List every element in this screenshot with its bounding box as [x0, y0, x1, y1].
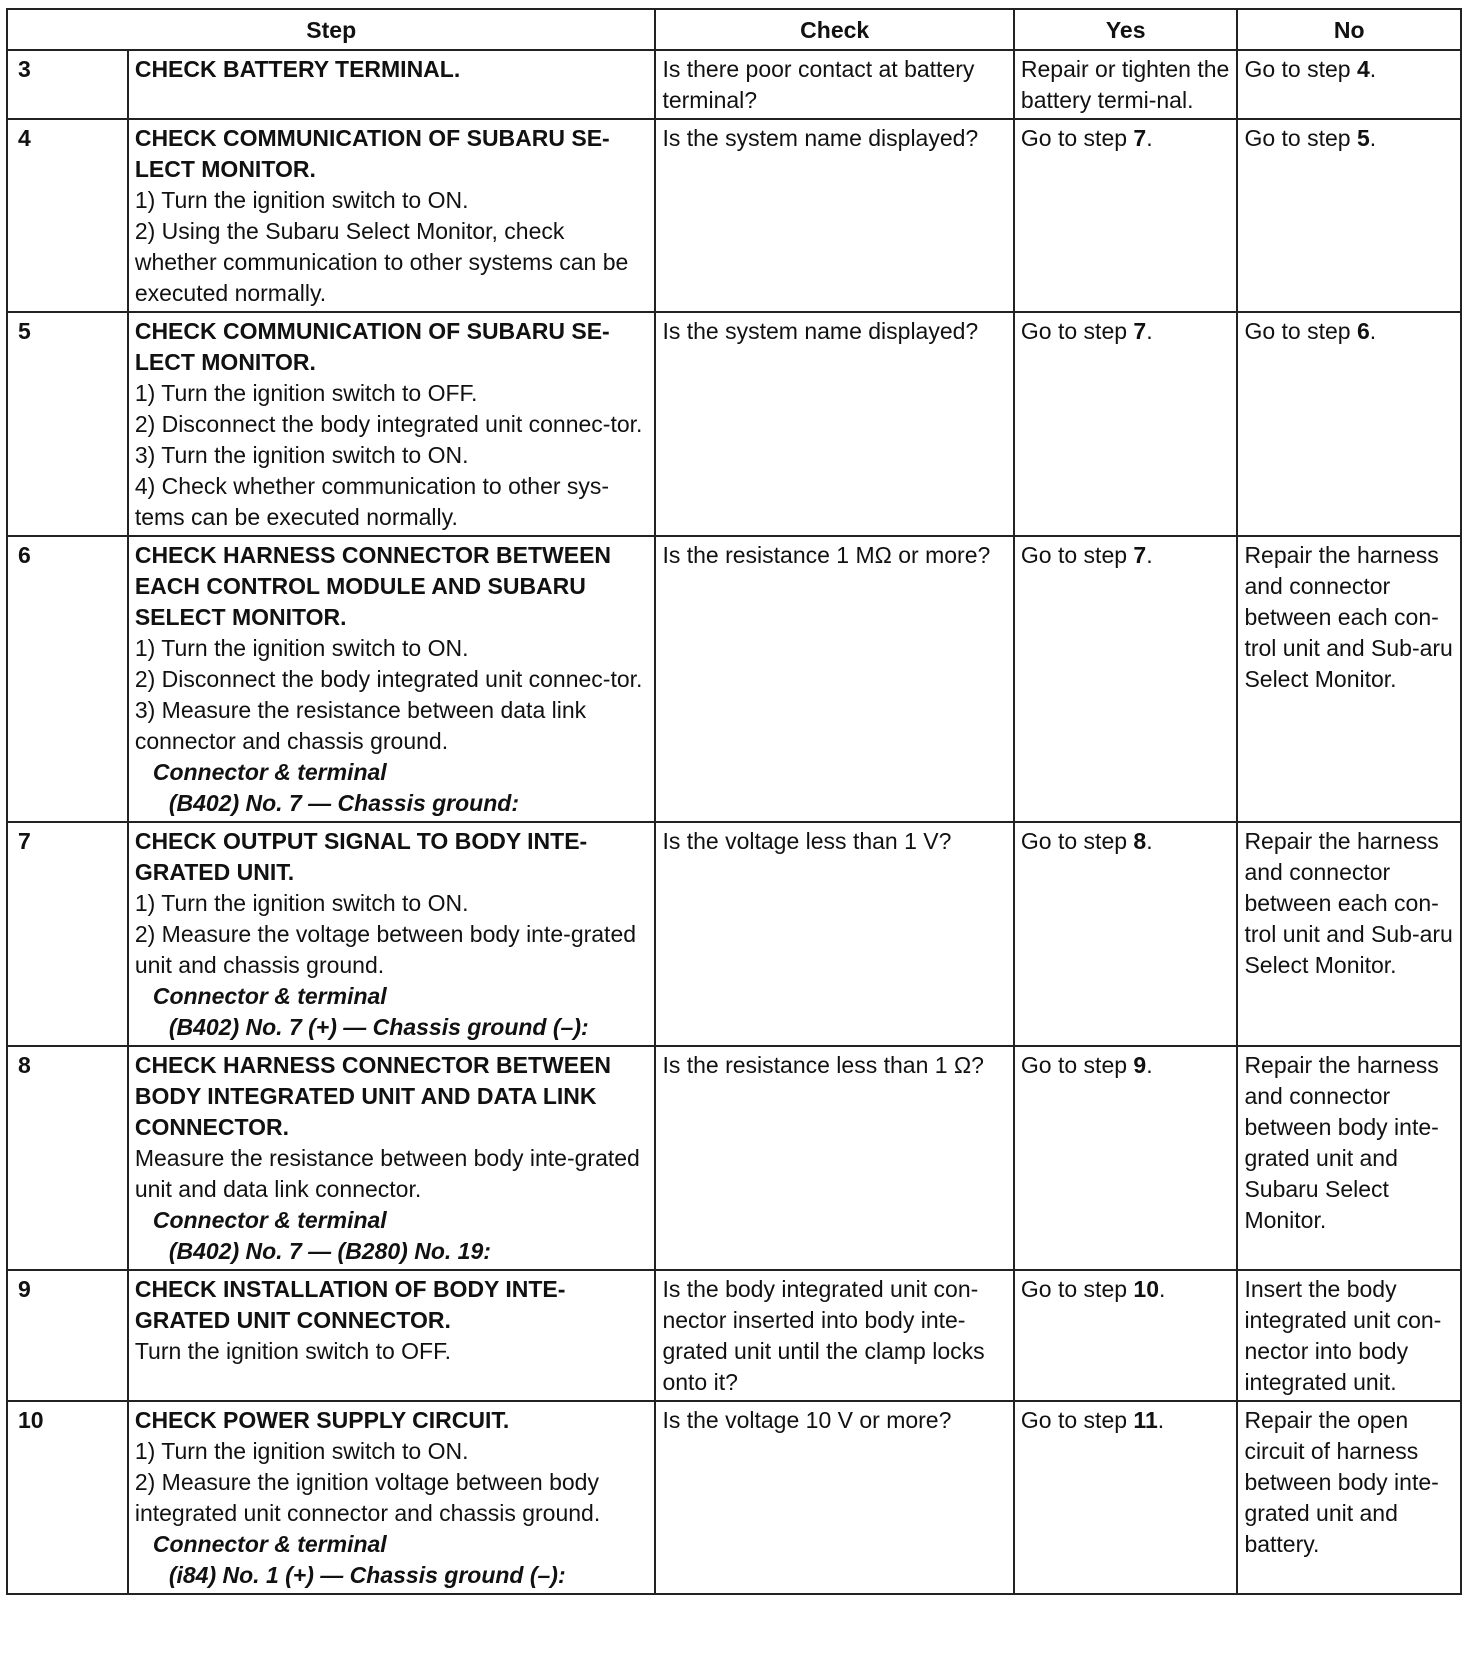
step-title: CHECK COMMUNICATION OF SUBARU SE-LECT MONITOR. [134, 125, 610, 182]
check-cell: Is the body integrated unit con-nector inserted into body inte-grated unit until the clamp locks onto it? [655, 1270, 1013, 1401]
step-instruction: Turn the ignition switch to OFF. [134, 1338, 451, 1364]
step-instruction: 2) Disconnect the body integrated unit connec-tor. [134, 411, 643, 437]
step-description-cell [128, 1270, 656, 1401]
check-cell: Is the system name displayed? [655, 312, 1013, 536]
step-title: CHECK OUTPUT SIGNAL TO BODY INTE-GRATED UNIT. [134, 828, 588, 885]
step-instruction: 2) Measure the voltage between body inte-grated unit and chassis ground. [134, 921, 637, 978]
check-cell: Is there poor contact at battery terminal? [655, 50, 1013, 119]
yes-suffix: . [1157, 1407, 1165, 1433]
step-instruction: 1) Turn the ignition switch to ON. [134, 1438, 469, 1464]
step-instruction: 1) Turn the ignition switch to ON. [134, 635, 469, 661]
connector-label: Connector & terminal [152, 1531, 387, 1557]
step-number-cell [7, 1401, 128, 1594]
step-number-cell [7, 50, 128, 119]
table-row [7, 312, 1461, 536]
step-title: CHECK HARNESS CONNECTOR BETWEEN EACH CONTROL MODULE AND SUBARU SELECT MONITOR. [134, 542, 612, 630]
yes-cell [1014, 119, 1238, 312]
check-cell: Is the voltage 10 V or more? [655, 1401, 1013, 1594]
yes-cell [1014, 1270, 1238, 1401]
table-body [7, 50, 1461, 1594]
step-instruction: 1) Turn the ignition switch to ON. [134, 890, 469, 916]
step-description-cell [128, 312, 656, 536]
step-number-cell [7, 536, 128, 822]
step-number: 8 [18, 1052, 31, 1078]
step-instruction: Measure the resistance between body inte-grated unit and data link connector. [134, 1145, 640, 1202]
yes-cell [1014, 1046, 1238, 1270]
step-description-cell [128, 1046, 656, 1270]
yes-suffix: . [1159, 1276, 1166, 1302]
no-prefix: Go to step [1244, 125, 1357, 151]
table-row [7, 119, 1461, 312]
connector-terminal: (i84) No. 1 (+) — Chassis ground (–): [168, 1562, 566, 1588]
yes-step-ref: 9 [1133, 1052, 1147, 1078]
yes-step-ref: 7 [1133, 318, 1147, 344]
yes-prefix: Go to step [1020, 828, 1134, 854]
step-number: 9 [18, 1276, 31, 1302]
no-cell [1237, 50, 1461, 119]
step-instruction: 1) Turn the ignition switch to ON. [134, 187, 469, 213]
header-no: No [1237, 9, 1461, 50]
yes-suffix: . [1146, 318, 1153, 344]
step-instruction: 2) Measure the ignition voltage between body integrated unit connector and chassis ground. [134, 1469, 601, 1526]
step-number: 4 [18, 125, 31, 151]
step-instruction: 2) Using the Subaru Select Monitor, check whether communication to other systems can be executed normally. [134, 218, 629, 306]
header-yes: Yes [1014, 9, 1238, 50]
yes-cell [1014, 1401, 1238, 1594]
no-step-ref: 6 [1356, 318, 1370, 344]
yes-cell [1014, 822, 1238, 1046]
connector-terminal: (B402) No. 7 — (B280) No. 19: [168, 1238, 491, 1264]
step-number: 3 [18, 56, 31, 82]
no-prefix: Go to step [1244, 56, 1357, 82]
no-cell: Repair the harness and connector between each con-trol unit and Sub-aru Select Monitor. [1237, 536, 1461, 822]
step-instruction: 2) Disconnect the body integrated unit connec-tor. [134, 666, 643, 692]
connector-terminal: (B402) No. 7 (+) — Chassis ground (–): [168, 1014, 589, 1040]
step-number-cell [7, 119, 128, 312]
yes-suffix: . [1146, 125, 1153, 151]
step-instruction: 3) Turn the ignition switch to ON. [134, 442, 469, 468]
connector-label: Connector & terminal [152, 1207, 387, 1233]
no-cell: Repair the open circuit of harness between body inte-grated unit and battery. [1237, 1401, 1461, 1594]
yes-suffix: . [1146, 542, 1153, 568]
step-description-cell [128, 1401, 656, 1594]
yes-cell: Repair or tighten the battery termi-nal. [1014, 50, 1238, 119]
yes-suffix: . [1146, 828, 1153, 854]
yes-prefix: Go to step [1020, 125, 1134, 151]
step-number-cell [7, 822, 128, 1046]
no-cell [1237, 119, 1461, 312]
no-cell: Insert the body integrated unit con-nector into body integrated unit. [1237, 1270, 1461, 1401]
step-title: CHECK BATTERY TERMINAL. [134, 56, 461, 82]
no-step-ref: 5 [1356, 125, 1370, 151]
table-row [7, 50, 1461, 119]
yes-cell [1014, 536, 1238, 822]
step-description-cell [128, 50, 656, 119]
no-cell: Repair the harness and connector between body inte-grated unit and Subaru Select Monitor. [1237, 1046, 1461, 1270]
step-number: 6 [18, 542, 31, 568]
no-prefix: Go to step [1244, 318, 1357, 344]
yes-suffix: . [1146, 1052, 1153, 1078]
check-cell: Is the resistance less than 1 Ω? [655, 1046, 1013, 1270]
no-cell: Repair the harness and connector between each con-trol unit and Sub-aru Select Monitor. [1237, 822, 1461, 1046]
step-number-cell [7, 312, 128, 536]
step-description-cell [128, 822, 656, 1046]
no-suffix: . [1369, 125, 1377, 151]
step-instruction: 4) Check whether communication to other sys-tems can be executed normally. [134, 473, 610, 530]
step-description-cell [128, 536, 656, 822]
step-title: CHECK POWER SUPPLY CIRCUIT. [134, 1407, 510, 1433]
yes-prefix: Go to step [1020, 1407, 1134, 1433]
no-step-ref: 4 [1356, 56, 1370, 82]
step-title: CHECK INSTALLATION OF BODY INTE-GRATED UNIT CONNECTOR. [134, 1276, 566, 1333]
yes-prefix: Go to step [1020, 542, 1134, 568]
connector-terminal: (B402) No. 7 — Chassis ground: [168, 790, 519, 816]
table-row [7, 1401, 1461, 1594]
step-title: CHECK COMMUNICATION OF SUBARU SE-LECT MONITOR. [134, 318, 610, 375]
step-number: 10 [18, 1407, 44, 1433]
table-row [7, 1270, 1461, 1401]
yes-step-ref: 7 [1133, 125, 1147, 151]
table-row [7, 536, 1461, 822]
yes-step-ref: 8 [1133, 828, 1147, 854]
step-number: 5 [18, 318, 31, 344]
yes-prefix: Go to step [1020, 318, 1134, 344]
no-suffix: . [1369, 318, 1377, 344]
connector-label: Connector & terminal [152, 759, 387, 785]
header-check: Check [655, 9, 1013, 50]
step-instruction: 3) Measure the resistance between data link connector and chassis ground. [134, 697, 587, 754]
check-cell: Is the system name displayed? [655, 119, 1013, 312]
step-title: CHECK HARNESS CONNECTOR BETWEEN BODY INTEGRATED UNIT AND DATA LINK CONNECTOR. [134, 1052, 612, 1140]
no-cell [1237, 312, 1461, 536]
table-header-row [7, 9, 1461, 50]
step-description-cell [128, 119, 656, 312]
no-suffix: . [1369, 56, 1377, 82]
header-step: Step [7, 9, 655, 50]
step-number-cell [7, 1046, 128, 1270]
step-number: 7 [18, 828, 31, 854]
connector-label: Connector & terminal [152, 983, 387, 1009]
diagnostic-procedure-table [6, 8, 1462, 1595]
table-row [7, 822, 1461, 1046]
yes-step-ref: 11 [1133, 1407, 1158, 1433]
yes-step-ref: 7 [1133, 542, 1147, 568]
yes-prefix: Go to step [1020, 1052, 1134, 1078]
yes-step-ref: 10 [1133, 1276, 1160, 1302]
yes-prefix: Go to step [1020, 1276, 1134, 1302]
check-cell: Is the voltage less than 1 V? [655, 822, 1013, 1046]
step-number-cell [7, 1270, 128, 1401]
table-row [7, 1046, 1461, 1270]
check-cell: Is the resistance 1 MΩ or more? [655, 536, 1013, 822]
yes-cell [1014, 312, 1238, 536]
step-instruction: 1) Turn the ignition switch to OFF. [134, 380, 478, 406]
